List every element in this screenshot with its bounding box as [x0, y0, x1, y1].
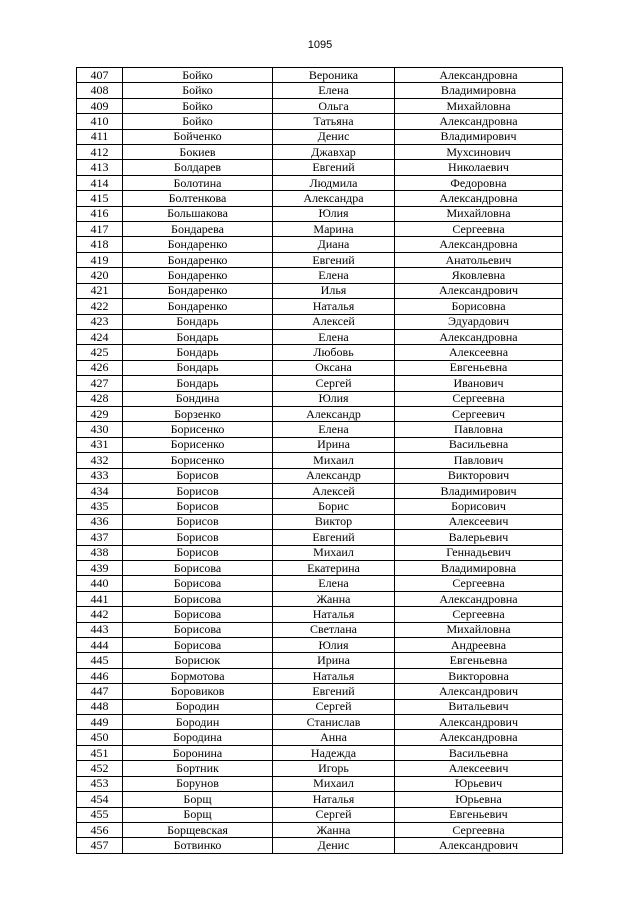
- table-row: [77, 792, 563, 807]
- first-name-cell: Денис: [273, 838, 395, 853]
- last-name-cell: Болтенкова: [123, 191, 273, 206]
- last-name-cell: Борщевская: [123, 822, 273, 837]
- table-row: [77, 761, 563, 776]
- last-name-cell: Бондаренко: [123, 252, 273, 267]
- patronymic-cell: Витальевич: [395, 699, 563, 714]
- row-number-cell: 419: [77, 252, 123, 267]
- table-row: [77, 114, 563, 129]
- table-row: [77, 160, 563, 175]
- row-number-cell: 442: [77, 607, 123, 622]
- last-name-cell: Борисенко: [123, 437, 273, 452]
- row-number-cell: 424: [77, 329, 123, 344]
- last-name-cell: Бойченко: [123, 129, 273, 144]
- first-name-cell: Елена: [273, 268, 395, 283]
- table-row: [77, 191, 563, 206]
- last-name-cell: Борщ: [123, 807, 273, 822]
- table-row: [77, 268, 563, 283]
- patronymic-cell: Сергеевна: [395, 607, 563, 622]
- table-row: [77, 699, 563, 714]
- first-name-cell: Алексей: [273, 314, 395, 329]
- row-number-cell: 420: [77, 268, 123, 283]
- first-name-cell: Евгений: [273, 252, 395, 267]
- first-name-cell: Алексей: [273, 483, 395, 498]
- first-name-cell: Денис: [273, 129, 395, 144]
- patronymic-cell: Владимирович: [395, 483, 563, 498]
- first-name-cell: Наталья: [273, 792, 395, 807]
- patronymic-cell: Геннадьевич: [395, 545, 563, 560]
- table-row: [77, 206, 563, 221]
- row-number-cell: 408: [77, 83, 123, 98]
- row-number-cell: 412: [77, 145, 123, 160]
- patronymic-cell: Владимировна: [395, 83, 563, 98]
- table-row: [77, 483, 563, 498]
- last-name-cell: Бондаренко: [123, 299, 273, 314]
- table-row: [77, 129, 563, 144]
- patronymic-cell: Викторович: [395, 468, 563, 483]
- row-number-cell: 449: [77, 715, 123, 730]
- last-name-cell: Ботвинко: [123, 838, 273, 853]
- first-name-cell: Михаил: [273, 453, 395, 468]
- patronymic-cell: Александровна: [395, 591, 563, 606]
- first-name-cell: Надежда: [273, 745, 395, 760]
- first-name-cell: Наталья: [273, 299, 395, 314]
- last-name-cell: Бондарь: [123, 360, 273, 375]
- row-number-cell: 447: [77, 684, 123, 699]
- last-name-cell: Борисова: [123, 622, 273, 637]
- row-number-cell: 456: [77, 822, 123, 837]
- table-row: [77, 499, 563, 514]
- first-name-cell: Сергей: [273, 376, 395, 391]
- patronymic-cell: Юрьевич: [395, 776, 563, 791]
- patronymic-cell: Сергеевна: [395, 222, 563, 237]
- first-name-cell: Диана: [273, 237, 395, 252]
- first-name-cell: Игорь: [273, 761, 395, 776]
- last-name-cell: Бойко: [123, 98, 273, 113]
- first-name-cell: Евгений: [273, 684, 395, 699]
- last-name-cell: Бондарь: [123, 314, 273, 329]
- first-name-cell: Евгений: [273, 530, 395, 545]
- first-name-cell: Наталья: [273, 668, 395, 683]
- patronymic-cell: Федоровна: [395, 175, 563, 190]
- first-name-cell: Юлия: [273, 391, 395, 406]
- row-number-cell: 451: [77, 745, 123, 760]
- row-number-cell: 438: [77, 545, 123, 560]
- first-name-cell: Елена: [273, 83, 395, 98]
- table-row: [77, 591, 563, 606]
- patronymic-cell: Николаевич: [395, 160, 563, 175]
- table-row: [77, 684, 563, 699]
- first-name-cell: Оксана: [273, 360, 395, 375]
- last-name-cell: Борисов: [123, 530, 273, 545]
- patronymic-cell: Михайловна: [395, 98, 563, 113]
- table-row: [77, 715, 563, 730]
- patronymic-cell: Александрович: [395, 838, 563, 853]
- last-name-cell: Бойко: [123, 114, 273, 129]
- table-row: [77, 68, 563, 83]
- last-name-cell: Борисов: [123, 514, 273, 529]
- last-name-cell: Бородина: [123, 730, 273, 745]
- row-number-cell: 434: [77, 483, 123, 498]
- table-row: [77, 638, 563, 653]
- table-row: [77, 607, 563, 622]
- row-number-cell: 421: [77, 283, 123, 298]
- row-number-cell: 417: [77, 222, 123, 237]
- last-name-cell: Бондаренко: [123, 268, 273, 283]
- last-name-cell: Бондарева: [123, 222, 273, 237]
- first-name-cell: Илья: [273, 283, 395, 298]
- first-name-cell: Сергей: [273, 699, 395, 714]
- row-number-cell: 435: [77, 499, 123, 514]
- row-number-cell: 410: [77, 114, 123, 129]
- patronymic-cell: Евгеньевич: [395, 807, 563, 822]
- row-number-cell: 429: [77, 406, 123, 421]
- table-row: [77, 437, 563, 452]
- last-name-cell: Бондаренко: [123, 283, 273, 298]
- patronymic-cell: Александрович: [395, 715, 563, 730]
- patronymic-cell: Юрьевна: [395, 792, 563, 807]
- last-name-cell: Борисюк: [123, 653, 273, 668]
- last-name-cell: Бортник: [123, 761, 273, 776]
- last-name-cell: Борщ: [123, 792, 273, 807]
- row-number-cell: 448: [77, 699, 123, 714]
- last-name-cell: Бокиев: [123, 145, 273, 160]
- row-number-cell: 415: [77, 191, 123, 206]
- table-row: [77, 83, 563, 98]
- last-name-cell: Борисова: [123, 576, 273, 591]
- row-number-cell: 411: [77, 129, 123, 144]
- last-name-cell: Борисов: [123, 483, 273, 498]
- last-name-cell: Бондарь: [123, 345, 273, 360]
- last-name-cell: Бойко: [123, 68, 273, 83]
- first-name-cell: Борис: [273, 499, 395, 514]
- row-number-cell: 445: [77, 653, 123, 668]
- patronymic-cell: Яковлевна: [395, 268, 563, 283]
- last-name-cell: Борисова: [123, 607, 273, 622]
- table-row: [77, 453, 563, 468]
- row-number-cell: 436: [77, 514, 123, 529]
- patronymic-cell: Иванович: [395, 376, 563, 391]
- first-name-cell: Станислав: [273, 715, 395, 730]
- patronymic-cell: Александровна: [395, 114, 563, 129]
- first-name-cell: Жанна: [273, 822, 395, 837]
- row-number-cell: 431: [77, 437, 123, 452]
- patronymic-cell: Павлович: [395, 453, 563, 468]
- last-name-cell: Бормотова: [123, 668, 273, 683]
- table-row: [77, 622, 563, 637]
- table-row: [77, 98, 563, 113]
- patronymic-cell: Михайловна: [395, 622, 563, 637]
- row-number-cell: 452: [77, 761, 123, 776]
- patronymic-cell: Павловна: [395, 422, 563, 437]
- last-name-cell: Бородин: [123, 715, 273, 730]
- first-name-cell: Анна: [273, 730, 395, 745]
- table-row: [77, 576, 563, 591]
- patronymic-cell: Эдуардович: [395, 314, 563, 329]
- table-row: [77, 422, 563, 437]
- table-row: [77, 391, 563, 406]
- table-row: [77, 668, 563, 683]
- table-row: [77, 653, 563, 668]
- first-name-cell: Людмила: [273, 175, 395, 190]
- last-name-cell: Болотина: [123, 175, 273, 190]
- table-row: [77, 730, 563, 745]
- row-number-cell: 425: [77, 345, 123, 360]
- patronymic-cell: Алексеевич: [395, 761, 563, 776]
- row-number-cell: 450: [77, 730, 123, 745]
- table-row: [77, 329, 563, 344]
- last-name-cell: Бойко: [123, 83, 273, 98]
- table-row: [77, 838, 563, 853]
- patronymic-cell: Александровна: [395, 68, 563, 83]
- patronymic-cell: Владимировна: [395, 561, 563, 576]
- table-row: [77, 360, 563, 375]
- row-number-cell: 427: [77, 376, 123, 391]
- last-name-cell: Борунов: [123, 776, 273, 791]
- row-number-cell: 413: [77, 160, 123, 175]
- patronymic-cell: Борисович: [395, 499, 563, 514]
- row-number-cell: 446: [77, 668, 123, 683]
- last-name-cell: Борисова: [123, 638, 273, 653]
- row-number-cell: 423: [77, 314, 123, 329]
- patronymic-cell: Мухсинович: [395, 145, 563, 160]
- last-name-cell: Бондарь: [123, 376, 273, 391]
- first-name-cell: Жанна: [273, 591, 395, 606]
- row-number-cell: 428: [77, 391, 123, 406]
- row-number-cell: 422: [77, 299, 123, 314]
- row-number-cell: 407: [77, 68, 123, 83]
- first-name-cell: Ольга: [273, 98, 395, 113]
- first-name-cell: Светлана: [273, 622, 395, 637]
- patronymic-cell: Сергеевич: [395, 406, 563, 421]
- patronymic-cell: Анатольевич: [395, 252, 563, 267]
- row-number-cell: 444: [77, 638, 123, 653]
- roster-table: [76, 67, 563, 854]
- table-row: [77, 406, 563, 421]
- first-name-cell: Ирина: [273, 437, 395, 452]
- patronymic-cell: Александровна: [395, 237, 563, 252]
- first-name-cell: Наталья: [273, 607, 395, 622]
- patronymic-cell: Алексеевна: [395, 345, 563, 360]
- row-number-cell: 440: [77, 576, 123, 591]
- patronymic-cell: Викторовна: [395, 668, 563, 683]
- table-row: [77, 807, 563, 822]
- last-name-cell: Боронина: [123, 745, 273, 760]
- first-name-cell: Екатерина: [273, 561, 395, 576]
- row-number-cell: 432: [77, 453, 123, 468]
- first-name-cell: Ирина: [273, 653, 395, 668]
- patronymic-cell: Владимирович: [395, 129, 563, 144]
- table-row: [77, 822, 563, 837]
- row-number-cell: 443: [77, 622, 123, 637]
- table-row: [77, 299, 563, 314]
- row-number-cell: 439: [77, 561, 123, 576]
- first-name-cell: Александра: [273, 191, 395, 206]
- patronymic-cell: Александровна: [395, 730, 563, 745]
- last-name-cell: Борисенко: [123, 422, 273, 437]
- page-number: 1095: [307, 39, 333, 51]
- row-number-cell: 414: [77, 175, 123, 190]
- first-name-cell: Елена: [273, 422, 395, 437]
- first-name-cell: Сергей: [273, 807, 395, 822]
- patronymic-cell: Валерьевич: [395, 530, 563, 545]
- table-row: [77, 237, 563, 252]
- first-name-cell: Александр: [273, 468, 395, 483]
- roster-table-body: [77, 68, 563, 854]
- table-row: [77, 468, 563, 483]
- last-name-cell: Бондина: [123, 391, 273, 406]
- table-row: [77, 376, 563, 391]
- table-row: [77, 514, 563, 529]
- first-name-cell: Любовь: [273, 345, 395, 360]
- first-name-cell: Михаил: [273, 776, 395, 791]
- row-number-cell: 441: [77, 591, 123, 606]
- first-name-cell: Елена: [273, 329, 395, 344]
- table-row: [77, 776, 563, 791]
- last-name-cell: Борисова: [123, 561, 273, 576]
- first-name-cell: Юлия: [273, 206, 395, 221]
- table-row: [77, 283, 563, 298]
- row-number-cell: 453: [77, 776, 123, 791]
- table-row: [77, 561, 563, 576]
- first-name-cell: Марина: [273, 222, 395, 237]
- row-number-cell: 426: [77, 360, 123, 375]
- first-name-cell: Евгений: [273, 160, 395, 175]
- table-row: [77, 545, 563, 560]
- last-name-cell: Бондаренко: [123, 237, 273, 252]
- table-row: [77, 145, 563, 160]
- last-name-cell: Бородин: [123, 699, 273, 714]
- patronymic-cell: Сергеевна: [395, 391, 563, 406]
- last-name-cell: Борисов: [123, 499, 273, 514]
- table-row: [77, 745, 563, 760]
- table-row: [77, 314, 563, 329]
- last-name-cell: Большакова: [123, 206, 273, 221]
- row-number-cell: 418: [77, 237, 123, 252]
- last-name-cell: Борисов: [123, 468, 273, 483]
- first-name-cell: Юлия: [273, 638, 395, 653]
- row-number-cell: 416: [77, 206, 123, 221]
- last-name-cell: Боровиков: [123, 684, 273, 699]
- patronymic-cell: Сергеевна: [395, 576, 563, 591]
- row-number-cell: 430: [77, 422, 123, 437]
- last-name-cell: Борзенко: [123, 406, 273, 421]
- patronymic-cell: Алексеевич: [395, 514, 563, 529]
- patronymic-cell: Евгеньевна: [395, 360, 563, 375]
- last-name-cell: Бондарь: [123, 329, 273, 344]
- patronymic-cell: Андреевна: [395, 638, 563, 653]
- row-number-cell: 457: [77, 838, 123, 853]
- patronymic-cell: Михайловна: [395, 206, 563, 221]
- table-row: [77, 222, 563, 237]
- patronymic-cell: Васильевна: [395, 437, 563, 452]
- table-row: [77, 175, 563, 190]
- table-row: [77, 530, 563, 545]
- first-name-cell: Елена: [273, 576, 395, 591]
- row-number-cell: 454: [77, 792, 123, 807]
- patronymic-cell: Александрович: [395, 684, 563, 699]
- last-name-cell: Борисенко: [123, 453, 273, 468]
- first-name-cell: Михаил: [273, 545, 395, 560]
- row-number-cell: 455: [77, 807, 123, 822]
- last-name-cell: Борисова: [123, 591, 273, 606]
- row-number-cell: 433: [77, 468, 123, 483]
- patronymic-cell: Васильевна: [395, 745, 563, 760]
- patronymic-cell: Сергеевна: [395, 822, 563, 837]
- first-name-cell: Вероника: [273, 68, 395, 83]
- patronymic-cell: Александровна: [395, 329, 563, 344]
- patronymic-cell: Александровна: [395, 191, 563, 206]
- first-name-cell: Александр: [273, 406, 395, 421]
- table-row: [77, 252, 563, 267]
- first-name-cell: Джавхар: [273, 145, 395, 160]
- patronymic-cell: Борисовна: [395, 299, 563, 314]
- row-number-cell: 409: [77, 98, 123, 113]
- last-name-cell: Борисов: [123, 545, 273, 560]
- first-name-cell: Татьяна: [273, 114, 395, 129]
- last-name-cell: Болдарев: [123, 160, 273, 175]
- table-row: [77, 345, 563, 360]
- first-name-cell: Виктор: [273, 514, 395, 529]
- row-number-cell: 437: [77, 530, 123, 545]
- patronymic-cell: Евгеньевна: [395, 653, 563, 668]
- patronymic-cell: Александрович: [395, 283, 563, 298]
